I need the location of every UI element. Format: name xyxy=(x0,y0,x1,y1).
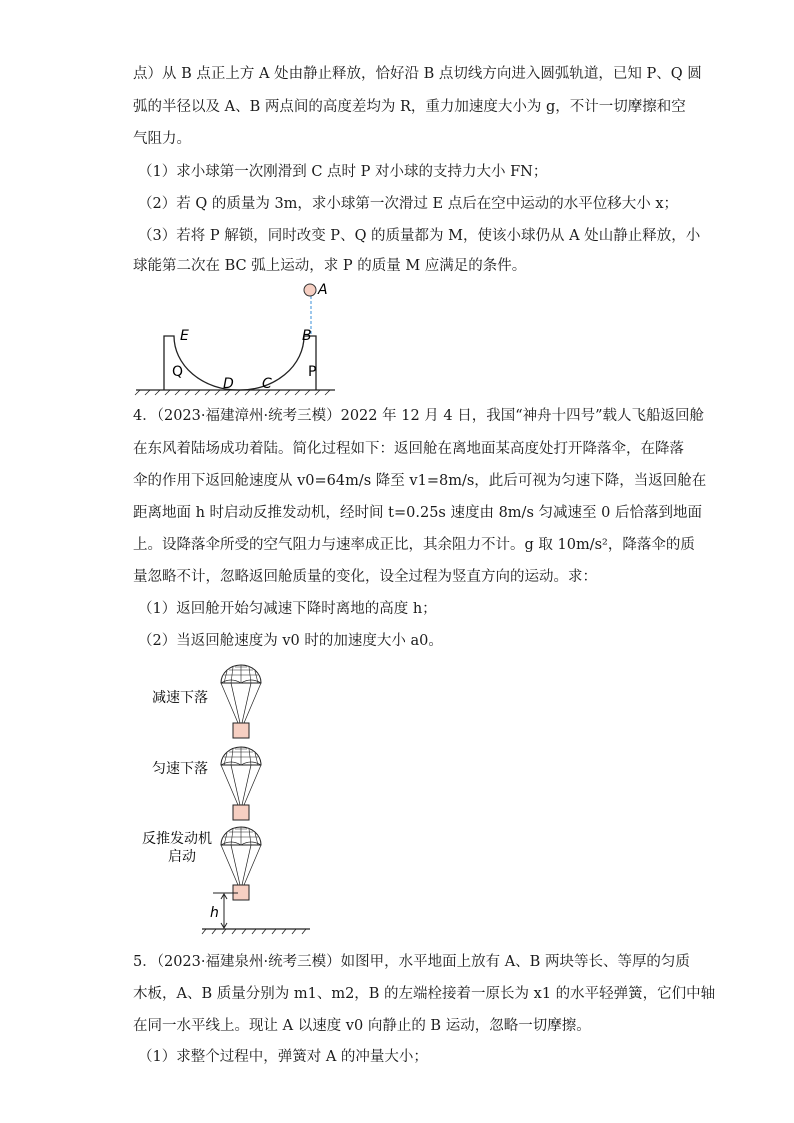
p5-text-line-3: 在同一水平线上。现让 A 以速度 v0 向静止的 B 运动，忽略一切摩擦。 xyxy=(133,1018,591,1034)
label-P: P xyxy=(308,364,317,380)
label-h: h xyxy=(210,905,219,921)
p4-text-line-1: 4．（2023·福建漳州·统考三模）2022 年 12 月 4 日，我国“神舟十四号”载人飞船返回舱 xyxy=(133,408,705,424)
p4-question-2: （2）当返回舱速度为 v0 时的加速度大小 a0。 xyxy=(138,633,443,649)
stage-label-2: 匀速下落 xyxy=(152,761,208,777)
p4-question-1: （1）返回舱开始匀减速下降时离地的高度 h； xyxy=(138,601,437,617)
p5-text-line-2: 木板，A、B 质量分别为 m1、m2，B 的左端栓接着一原长为 x1 的水平轻弹簧，它们中轴 xyxy=(133,986,716,1002)
p4-text-line-5: 上。设降落伞所受的空气阻力与速率成正比，其余阻力不计。g 取 10m/s²，降落伞的质 xyxy=(133,537,695,553)
stage-label-3a: 反推发动机 xyxy=(142,831,212,847)
label-Q: Q xyxy=(172,364,184,380)
p3-question-2: （2）若 Q 的质量为 3m，求小球第一次滑过 E 点后在空中运动的水平位移大小 x； xyxy=(138,196,679,212)
label-B: B xyxy=(302,328,312,344)
stage-label-1: 减速下落 xyxy=(152,690,208,706)
p3-question-3a: （3）若将 P 解锁，同时改变 P、Q 的质量都为 M，使该小球仍从 A 处山静止释放，小 xyxy=(138,228,701,244)
p3-text-line-3: 气阻力。 xyxy=(133,131,191,147)
label-E: E xyxy=(180,328,189,344)
parachute-figure xyxy=(138,655,318,940)
p5-question-1: （1）求整个过程中，弹簧对 A 的冲量大小； xyxy=(138,1049,428,1065)
p4-text-line-6: 量忽略不计，忽略返回舱质量的变化，设全过程为竖直方向的运动。求： xyxy=(133,569,597,585)
p3-question-3b: 球能第二次在 BC 弧上运动，求 P 的质量 M 应满足的条件。 xyxy=(133,258,527,274)
p3-text-line-1: 点）从 B 点正上方 A 处由静止释放，恰好沿 B 点切线方向进入圆弧轨道，已知 P、Q 圆 xyxy=(133,66,702,82)
stage-label-3b: 启动 xyxy=(168,849,196,865)
p3-text-line-2: 弧的半径以及 A、B 两点间的高度差均为 R，重力加速度大小为 g，不计一切摩擦和空 xyxy=(133,99,686,115)
label-A: A xyxy=(318,282,328,298)
p5-text-line-1: 5．（2023·福建泉州·统考三模）如图甲，水平地面上放有 A、B 两块等长、等厚的匀质 xyxy=(133,954,690,970)
p4-text-line-2: 在东风着陆场成功着陆。简化过程如下：返回舱在离地面某高度处打开降落伞，在降落 xyxy=(133,441,684,457)
track-figure xyxy=(130,278,350,398)
p4-text-line-4: 距离地面 h 时启动反推发动机，经时间 t=0.25s 速度由 8m/s 匀减速至 0 后恰落到地面 xyxy=(133,505,702,521)
label-D: D xyxy=(223,376,234,392)
p4-text-line-3: 伞的作用下返回舱速度从 v0=64m/s 降至 v1=8m/s，此后可视为匀速下降，当返回舱在 xyxy=(133,473,707,489)
p3-question-1: （1）求小球第一次刚滑到 C 点时 P 对小球的支持力大小 FN； xyxy=(138,164,548,180)
label-C: C xyxy=(262,376,272,392)
